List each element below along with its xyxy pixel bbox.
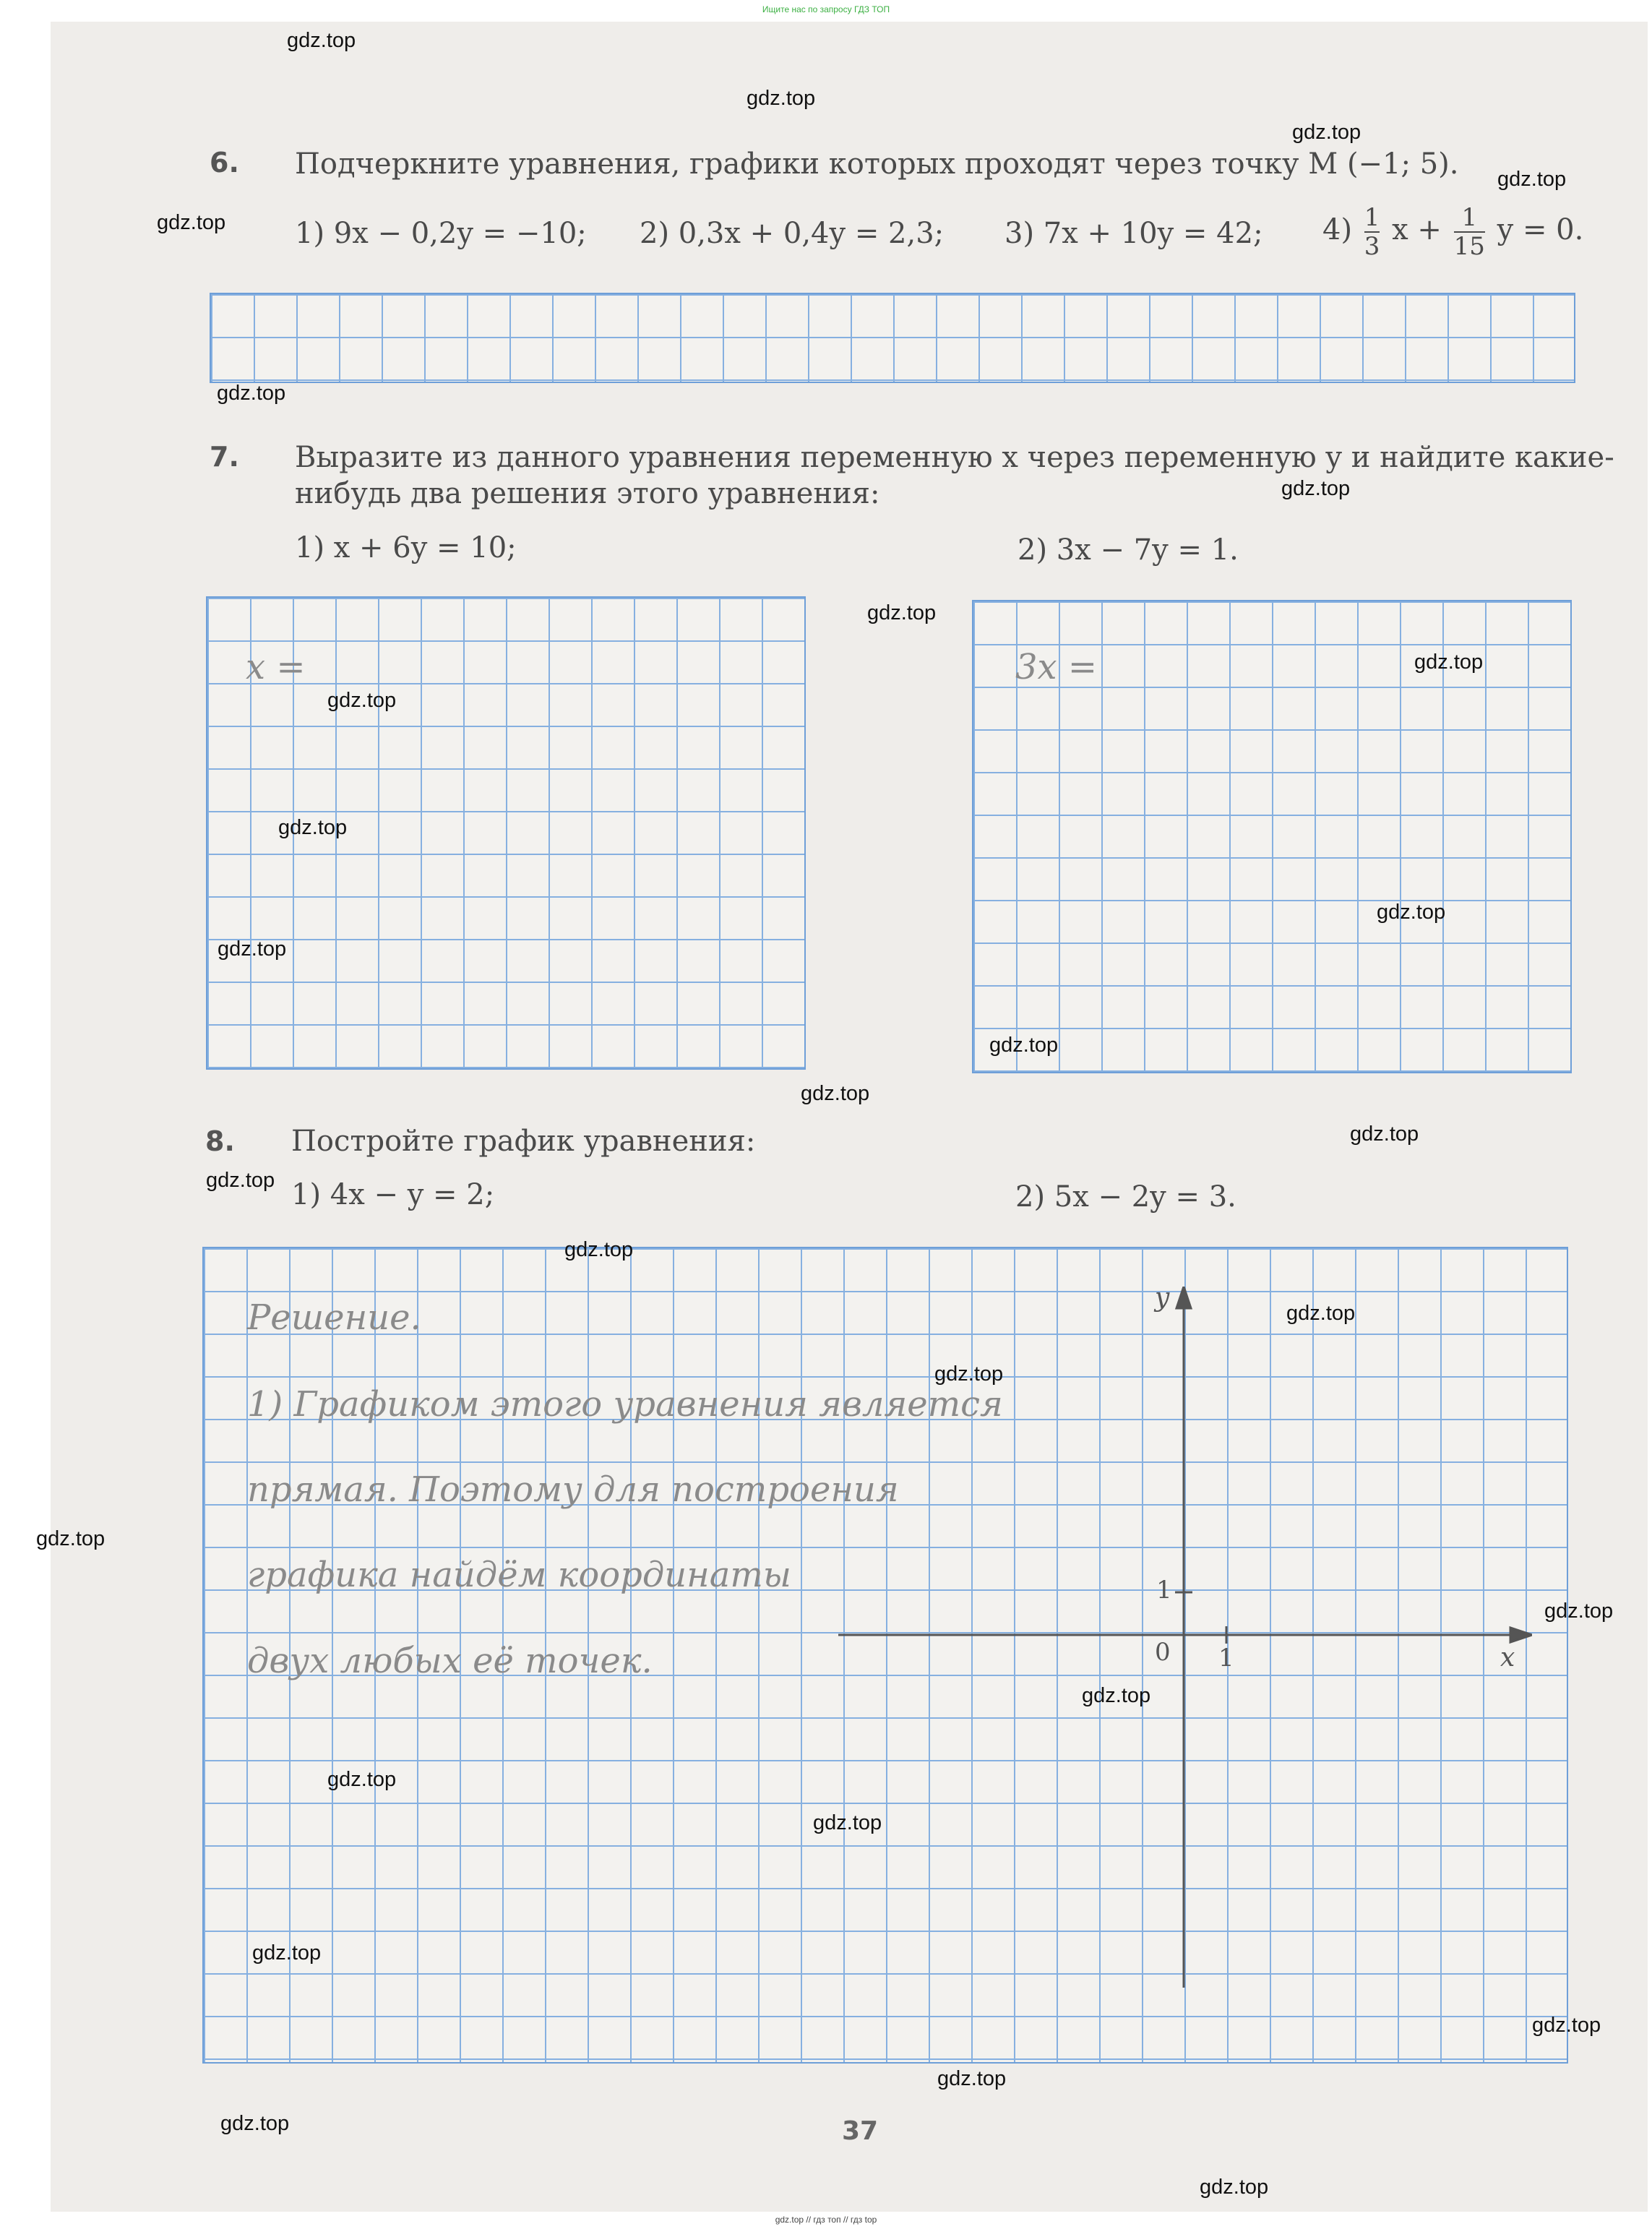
- watermark: gdz.top: [1497, 168, 1567, 191]
- y-axis-arrow: [1176, 1287, 1191, 1308]
- watermark: gdz.top: [1286, 1302, 1356, 1325]
- task8-eq1: 1) 4x − y = 2;: [291, 1178, 495, 1211]
- watermark: gdz.top: [327, 689, 397, 712]
- top-banner: Ищите нас по запросу ГДЗ ТОП: [762, 4, 890, 14]
- watermark: gdz.top: [1377, 901, 1446, 924]
- task7-hint-1: x =: [246, 647, 306, 687]
- solution-line-1: Решение.: [247, 1297, 421, 1338]
- x-axis-arrow: [1510, 1628, 1532, 1642]
- task6-eq1: 1) 9x − 0,2y = −10;: [295, 217, 587, 250]
- watermark: gdz.top: [1082, 1684, 1151, 1707]
- eq4-prefix: 4): [1322, 213, 1353, 246]
- task7-number: 7.: [210, 441, 239, 473]
- coordinate-axes: [838, 1287, 1532, 1988]
- task7-hint-2: 3x =: [1015, 647, 1098, 687]
- solution-line-5: двух любых её точек.: [247, 1641, 653, 1681]
- solution-line-3: прямая. Поэтому для построения: [247, 1469, 899, 1510]
- watermark: gdz.top: [989, 1034, 1059, 1057]
- watermark: gdz.top: [937, 2067, 1007, 2090]
- y-axis-label: y: [1155, 1283, 1170, 1313]
- y-tick-1-label: 1: [1156, 1576, 1172, 1605]
- watermark: gdz.top: [867, 601, 937, 624]
- watermark: gdz.top: [1200, 2176, 1269, 2199]
- watermark: gdz.top: [747, 87, 816, 110]
- bottom-banner: gdz.top // гдз топ // гдз top: [775, 2215, 877, 2225]
- task6-answer-grid[interactable]: [210, 293, 1575, 383]
- eq4-fraction-2: $\frac{1}{15}$: [1453, 203, 1485, 261]
- task6-eq2: 2) 0,3x + 0,4y = 2,3;: [640, 217, 945, 250]
- watermark: gdz.top: [206, 1169, 275, 1192]
- solution-line-4: графика найдём координаты: [247, 1555, 792, 1595]
- task6-text: Подчеркните уравнения, графики которых проходят через точку M (−1; 5).: [295, 147, 1459, 181]
- task8-number: 8.: [205, 1125, 235, 1157]
- task7-line1: Выразите из данного уравнения переменную x через переменную y и найдите какие-: [295, 441, 1614, 474]
- watermark: gdz.top: [801, 1082, 870, 1105]
- watermark: gdz.top: [327, 1768, 397, 1791]
- watermark: gdz.top: [1292, 121, 1361, 144]
- watermark: gdz.top: [157, 211, 226, 234]
- watermark: gdz.top: [1350, 1122, 1419, 1146]
- watermark: gdz.top: [36, 1527, 106, 1550]
- eq4-mid: x +: [1392, 213, 1442, 246]
- watermark: gdz.top: [1532, 2014, 1601, 2037]
- watermark: gdz.top: [813, 1811, 882, 1834]
- task8-eq2: 2) 5x − 2y = 3.: [1015, 1180, 1236, 1214]
- solution-line-2: 1) Графиком этого уравнения является: [247, 1384, 1003, 1425]
- watermark: gdz.top: [934, 1362, 1004, 1386]
- task6-eq3: 3) 7x + 10y = 42;: [1004, 217, 1263, 250]
- task8-text: Постройте график уравнения:: [291, 1125, 756, 1158]
- watermark: gdz.top: [1281, 477, 1351, 500]
- task7-eq1: 1) x + 6y = 10;: [295, 531, 517, 564]
- x-tick-1-label: 1: [1218, 1644, 1234, 1673]
- x-axis-label: x: [1500, 1643, 1515, 1673]
- watermark: gdz.top: [287, 29, 356, 52]
- watermark: gdz.top: [252, 1941, 322, 1965]
- eq4-fraction-1: $\frac{1}{3}$: [1364, 203, 1380, 261]
- watermark: gdz.top: [220, 2112, 290, 2135]
- task6-eq4: [1322, 204, 1583, 260]
- watermark: gdz.top: [1414, 651, 1484, 674]
- page-number: 37: [842, 2116, 879, 2146]
- watermark: gdz.top: [217, 382, 286, 405]
- task7-line2: нибудь два решения этого уравнения:: [295, 477, 880, 510]
- watermark: gdz.top: [218, 937, 287, 961]
- watermark: gdz.top: [278, 816, 348, 839]
- task7-eq2: 2) 3x − 7y = 1.: [1018, 533, 1239, 567]
- origin-label: 0: [1155, 1638, 1171, 1667]
- watermark: gdz.top: [1544, 1600, 1614, 1623]
- watermark: gdz.top: [564, 1238, 634, 1261]
- eq4-suffix: y = 0.: [1497, 213, 1584, 246]
- task6-number: 6.: [210, 147, 239, 179]
